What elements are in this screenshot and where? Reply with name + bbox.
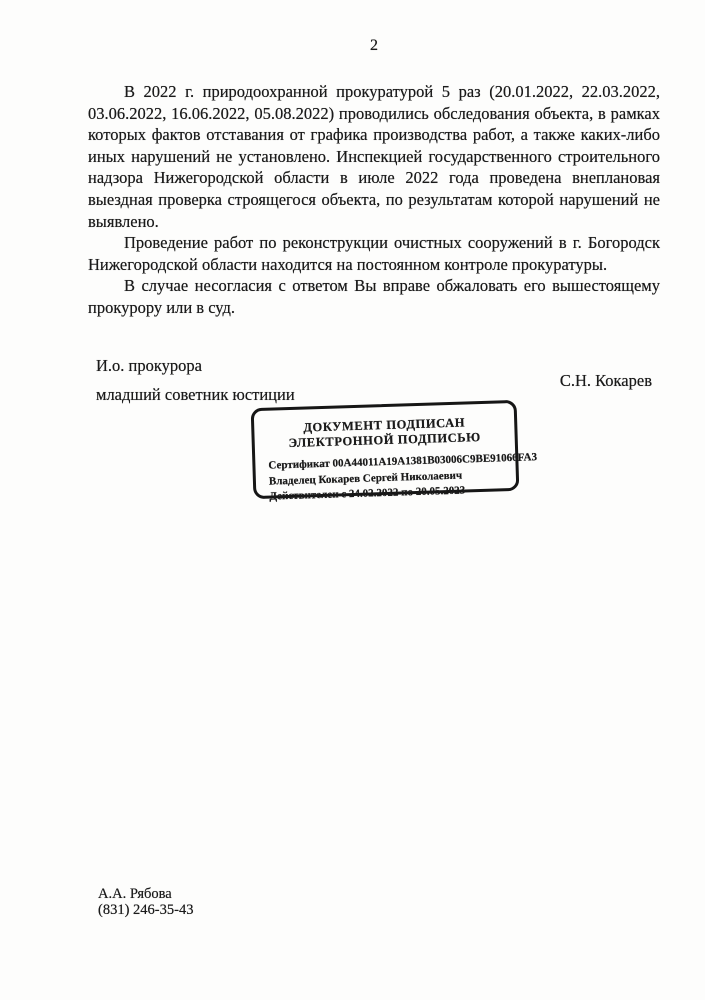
stamp-details xyxy=(268,451,538,505)
signature-block xyxy=(88,356,660,406)
signer-post-line2: младший советник юстиции xyxy=(96,385,295,404)
electronic-signature-stamp xyxy=(251,400,538,503)
stamp-validity-line: Действителен с 24.02.2022 по 20.05.2023 xyxy=(269,484,466,503)
executor-name: А.А. Рябова xyxy=(98,886,172,902)
executor-footer xyxy=(98,886,193,918)
paragraph-control: Проведение работ по реконструкции очистных сооружений в г. Богородск Нижегородской области находится на постоянном контроле прокуратуры. xyxy=(88,233,660,274)
signer-post-line1: И.о. прокурора xyxy=(96,356,202,375)
stamp-certificate-line: Сертификат 00A44011A19A1381B03006C9BE91066FA3 xyxy=(268,451,538,472)
stamp-owner-line: Владелец Кокарев Сергей Николаевич xyxy=(268,469,463,488)
paragraph-appeal-rights: В случае несогласия с ответом Вы вправе обжаловать его вышестоящему прокурору или в суд. xyxy=(88,276,660,317)
signer-name: С.Н. Кокарев xyxy=(559,371,652,390)
paragraph-inspections: В 2022 г. природоохранной прокуратурой 5 раз (20.01.2022, 22.03.2022, 03.06.2022, 16.06.2022, 05.08.2022) проводились обследования объекта, в рамках которых фактов отставания от графика производства работ, а также каких-либо иных нарушений не установлено. Инспекцией государственного строительного надзора Нижегородской области в июле 2022 года проведена внеплановая выездная проверка строящегося объекта, по результатам которой нарушений не выявлено. xyxy=(88,82,660,231)
stamp-title xyxy=(254,414,515,452)
stamp-title-line2: ЭЛЕКТРОННОЙ ПОДПИСЬЮ xyxy=(288,429,482,451)
stamp-title-line1: ДОКУМЕНТ ПОДПИСАН xyxy=(303,415,466,435)
executor-phone: (831) 246-35-43 xyxy=(98,902,194,918)
page-number: 2 xyxy=(370,37,378,54)
document-body xyxy=(88,81,660,319)
